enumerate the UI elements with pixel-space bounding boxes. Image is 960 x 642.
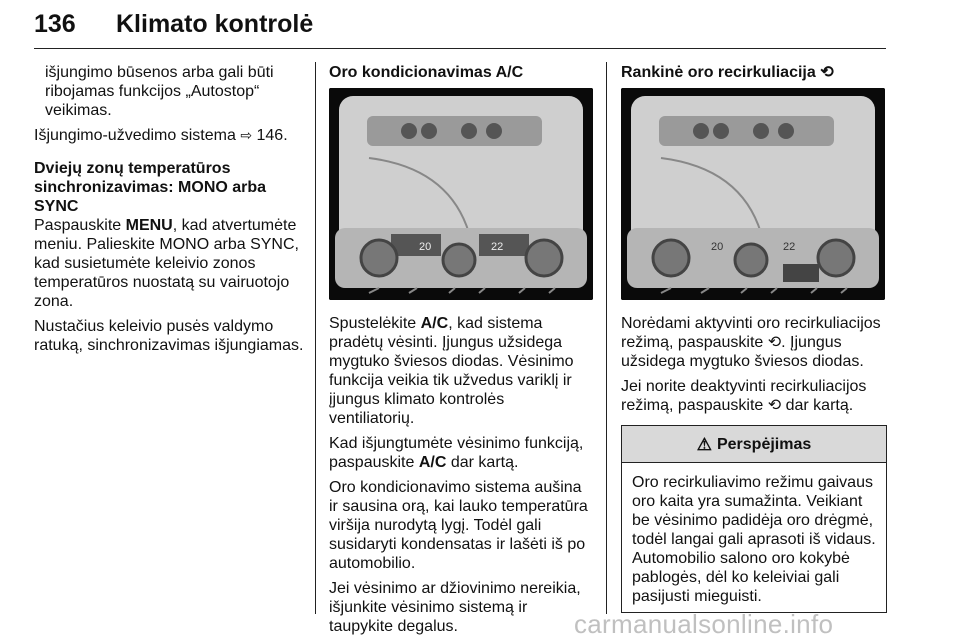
warning-box — [621, 425, 887, 613]
column-3 — [621, 63, 887, 613]
paragraph-recirc-on: Norėdami aktyvinti oro recirkuliacijos režimą, paspauskite ⟲. Įjungus užsidega mygtuko šviesos diodas. — [621, 315, 881, 370]
recirculation-icon: ⟲ — [767, 334, 782, 351]
climate-panel-photo-recirculation — [621, 88, 885, 300]
header-divider — [34, 48, 886, 49]
photo-left-temp: 20 — [419, 241, 432, 253]
photo-left-temp: 20 — [711, 241, 724, 253]
paragraph-ac-save-fuel: Jei vėsinimo ar džiovinimo nereikia, išjunkite vėsinimo sistemą ir taupykite degalus. — [329, 580, 581, 635]
column-divider-2 — [606, 62, 607, 614]
watermark: carmanualsonline.info — [574, 609, 834, 639]
recirculation-icon: ⟲ — [820, 64, 834, 81]
column-2 — [329, 63, 593, 642]
section-heading-sync: Dviejų zonų temperatūros sinchronizavimas: MONO arba SYNC — [34, 160, 267, 215]
paragraph-recirc-off: Jei norite deaktyvinti recirkuliacijos režimą, paspauskite ⟲ dar kartą. — [621, 378, 867, 414]
column-1 — [34, 63, 306, 361]
page-reference-arrow-icon: ⇨ — [240, 127, 253, 143]
warning-header — [622, 426, 886, 463]
paragraph-sync-off: Nustačius keleivio pusės valdymo ratuką, sinchronizavimas išjungiamas. — [34, 318, 304, 354]
climate-panel-photo-ac — [329, 88, 593, 300]
recirculation-icon: ⟲ — [767, 397, 782, 414]
paragraph-stop-start: Išjungimo-užvedimo sistema ⇨ 146. — [34, 127, 288, 144]
ac-term: A/C — [420, 315, 449, 332]
warning-triangle-icon: ⚠ — [696, 434, 712, 454]
column-divider-1 — [315, 62, 316, 614]
paragraph-ac-on: Spustelėkite A/C, kad sistema pradėtų vėsinti. Įjungus užsidega mygtuko šviesos diodas. Vėsinimo funkcija veikia tik užvedus variklį ir įjungus klimato kontrolės ventiliatorių. — [329, 315, 574, 427]
paragraph-autostop: išjungimo būsenos arba gali būti ribojamas funkcijos „Autostop“ veikimas. — [45, 64, 274, 119]
paragraph-menu: Paspauskite MENU, kad atvertumėte meniu. Palieskite MONO arba SYNC, kad susietumėte keleivio zonos temperatūros nuostatą su vairuotojo zona. — [34, 217, 299, 310]
page-number: 136 — [34, 10, 76, 38]
paragraph-ac-condensation: Oro kondicionavimo sistema aušina ir sausina orą, kai lauko temperatūra viršija nurodytą lygį. Todėl gali susidaryti kondensatas ir lašėti iš po automobilio. — [329, 479, 588, 572]
ac-term-2: A/C — [418, 454, 447, 471]
page-header — [34, 10, 886, 50]
photo-right-temp: 22 — [491, 241, 504, 253]
paragraph-ac-off: Kad išjungtumėte vėsinimo funkciją, paspauskite A/C dar kartą. — [329, 435, 584, 471]
section-heading-ac: Oro kondicionavimas A/C — [329, 64, 524, 81]
section-heading-recirculation: Rankinė oro recirkuliacija ⟲ — [621, 64, 834, 81]
chapter-title: Klimato kontrolė — [116, 10, 314, 38]
warning-title: Perspėjimas — [716, 435, 812, 453]
photo-right-temp: 22 — [783, 241, 796, 253]
page-reference[interactable]: 146. — [256, 127, 288, 144]
warning-text: Oro recirkuliavimo režimu gaivaus oro kaita yra sumažinta. Veikiant be vėsinimo padidėja oro drėgmė, todėl langai gali aprasoti iš vidaus. Automobilio salono oro kokybė pablogės, dėl ko keleiviai gali pasijusti mieguisti. — [632, 474, 876, 605]
menu-term: MENU — [125, 217, 173, 234]
